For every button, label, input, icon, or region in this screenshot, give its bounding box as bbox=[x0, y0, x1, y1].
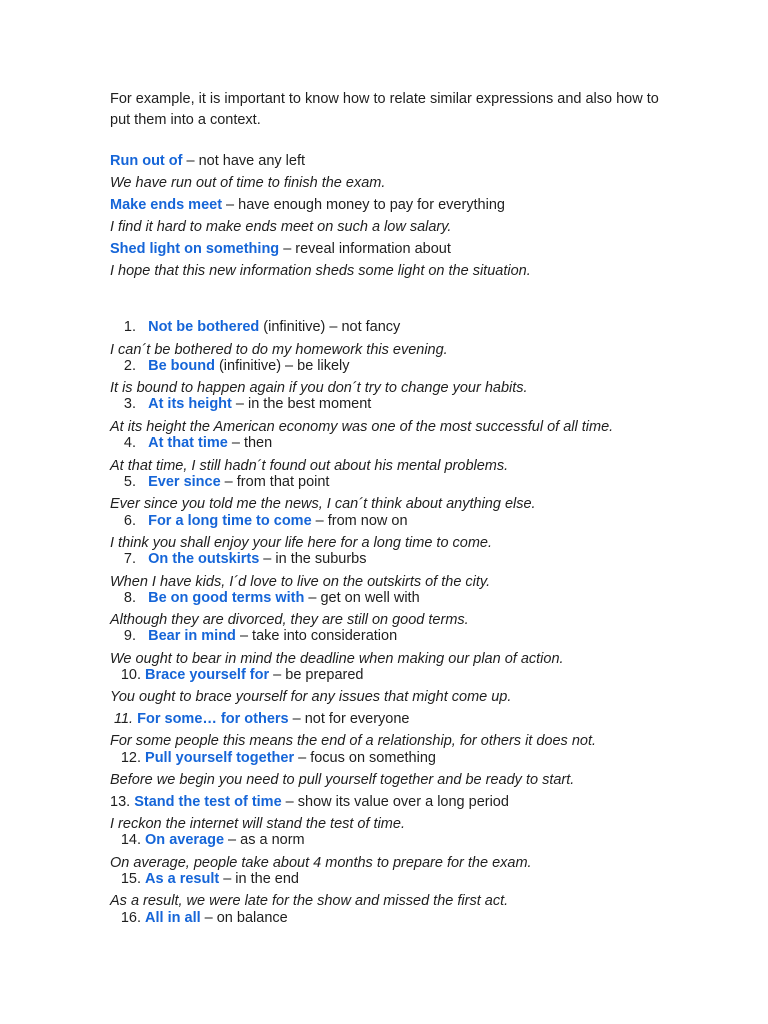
list-definition: – show its value over a long period bbox=[281, 794, 509, 810]
list-definition: – in the suburbs bbox=[259, 551, 367, 567]
list-number: 2. bbox=[123, 358, 136, 374]
expression-definition: – have enough money to pay for everything bbox=[222, 197, 505, 213]
list-item bbox=[110, 792, 509, 812]
list-term: For some… for others bbox=[137, 711, 289, 727]
list-definition: – then bbox=[227, 435, 273, 451]
list-item bbox=[110, 830, 305, 850]
list-example: At its height the American economy was one of the most successful of all time. bbox=[110, 419, 614, 435]
list-definition: (infinitive) – not fancy bbox=[259, 319, 401, 335]
list-example: On average, people take about 4 months to prepare for the exam. bbox=[110, 855, 532, 871]
expression-line bbox=[110, 195, 505, 215]
list-definition: – take into consideration bbox=[235, 628, 398, 644]
list-term: Pull yourself together bbox=[145, 750, 295, 766]
list-item bbox=[110, 665, 363, 685]
list-example: Before we begin you need to pull yourself together and be ready to start. bbox=[110, 772, 575, 788]
list-number: 10. bbox=[120, 667, 141, 683]
list-number: 4. bbox=[123, 435, 136, 451]
list-term: Be bound bbox=[148, 358, 215, 374]
list-term: Be on good terms with bbox=[148, 590, 305, 606]
list-example: It is bound to happen again if you don´t try to change your habits. bbox=[110, 380, 528, 396]
list-number: 8. bbox=[123, 590, 136, 606]
intro-paragraph: For example, it is important to know how to relate similar expressions and also how to put them into a context. bbox=[110, 91, 659, 128]
list-item bbox=[110, 626, 397, 646]
list-item bbox=[110, 869, 299, 889]
list-term: On average bbox=[145, 832, 225, 848]
list-example: As a result, we were late for the show and missed the first act. bbox=[110, 893, 509, 909]
list-example: When I have kids, I´d love to live on the outskirts of the city. bbox=[110, 574, 491, 590]
expression-definition: – reveal information about bbox=[279, 241, 451, 257]
list-term: All in all bbox=[145, 910, 201, 926]
list-term: Bear in mind bbox=[148, 628, 236, 644]
list-number: 1. bbox=[123, 319, 136, 335]
list-definition: – in the best moment bbox=[231, 396, 372, 412]
expression-example: I find it hard to make ends meet on such a low salary. bbox=[110, 219, 452, 235]
list-item bbox=[110, 748, 436, 768]
list-term: Stand the test of time bbox=[134, 794, 282, 810]
list-term: At that time bbox=[148, 435, 228, 451]
list-example: I reckon the internet will stand the test of time. bbox=[110, 816, 405, 832]
list-item bbox=[110, 588, 420, 608]
list-example: Ever since you told me the news, I can´t think about anything else. bbox=[110, 496, 536, 512]
list-definition: – on balance bbox=[200, 910, 288, 926]
list-term: At its height bbox=[148, 396, 232, 412]
expression-line bbox=[110, 151, 305, 171]
list-term: Brace yourself for bbox=[145, 667, 270, 683]
list-number: 5. bbox=[123, 474, 136, 490]
expression-example: We have run out of time to finish the exam. bbox=[110, 175, 386, 191]
list-number: 6. bbox=[123, 513, 136, 529]
list-definition: – be prepared bbox=[269, 667, 364, 683]
list-term: Ever since bbox=[148, 474, 221, 490]
list-definition: – from that point bbox=[220, 474, 330, 490]
list-item bbox=[110, 511, 408, 531]
list-item bbox=[110, 472, 329, 492]
list-definition: (infinitive) – be likely bbox=[214, 358, 350, 374]
list-term: On the outskirts bbox=[148, 551, 260, 567]
list-number: 14. bbox=[120, 832, 141, 848]
list-definition: – as a norm bbox=[224, 832, 305, 848]
list-example: For some people this means the end of a relationship, for others it does not. bbox=[110, 733, 597, 749]
expression-definition: – not have any left bbox=[182, 153, 306, 169]
expression-term: Shed light on something bbox=[110, 241, 280, 257]
list-number: 12. bbox=[120, 750, 141, 766]
list-number: 16. bbox=[120, 910, 141, 926]
expression-line bbox=[110, 239, 451, 259]
list-term: Not be bothered bbox=[148, 319, 260, 335]
list-item bbox=[110, 549, 367, 569]
list-definition: – not for everyone bbox=[288, 711, 410, 727]
list-definition: – get on well with bbox=[304, 590, 420, 606]
list-example: Although they are divorced, they are still on good terms. bbox=[110, 612, 469, 628]
list-item bbox=[110, 394, 371, 414]
list-example: I can´t be bothered to do my homework this evening. bbox=[110, 342, 448, 358]
list-definition: – focus on something bbox=[294, 750, 436, 766]
list-item bbox=[110, 908, 288, 928]
list-item bbox=[110, 317, 400, 337]
list-example: At that time, I still hadn´t found out about his mental problems. bbox=[110, 458, 509, 474]
list-definition: – from now on bbox=[311, 513, 408, 529]
expression-example: I hope that this new information sheds some light on the situation. bbox=[110, 263, 531, 279]
list-item bbox=[114, 709, 410, 729]
list-term: As a result bbox=[145, 871, 220, 887]
list-number: 15. bbox=[120, 871, 141, 887]
list-number: 13. bbox=[110, 794, 131, 810]
list-definition: – in the end bbox=[219, 871, 300, 887]
list-item bbox=[110, 356, 350, 376]
list-number: 9. bbox=[123, 628, 136, 644]
list-example: You ought to brace yourself for any issues that might come up. bbox=[110, 689, 512, 705]
list-item bbox=[110, 433, 272, 453]
list-number: 11. bbox=[114, 711, 134, 727]
list-number: 3. bbox=[123, 396, 136, 412]
expression-term: Make ends meet bbox=[110, 197, 223, 213]
list-example: We ought to bear in mind the deadline when making our plan of action. bbox=[110, 651, 564, 667]
list-number: 7. bbox=[123, 551, 136, 567]
expression-term: Run out of bbox=[110, 153, 183, 169]
list-example: I think you shall enjoy your life here for a long time to come. bbox=[110, 535, 493, 551]
list-term: For a long time to come bbox=[148, 513, 312, 529]
